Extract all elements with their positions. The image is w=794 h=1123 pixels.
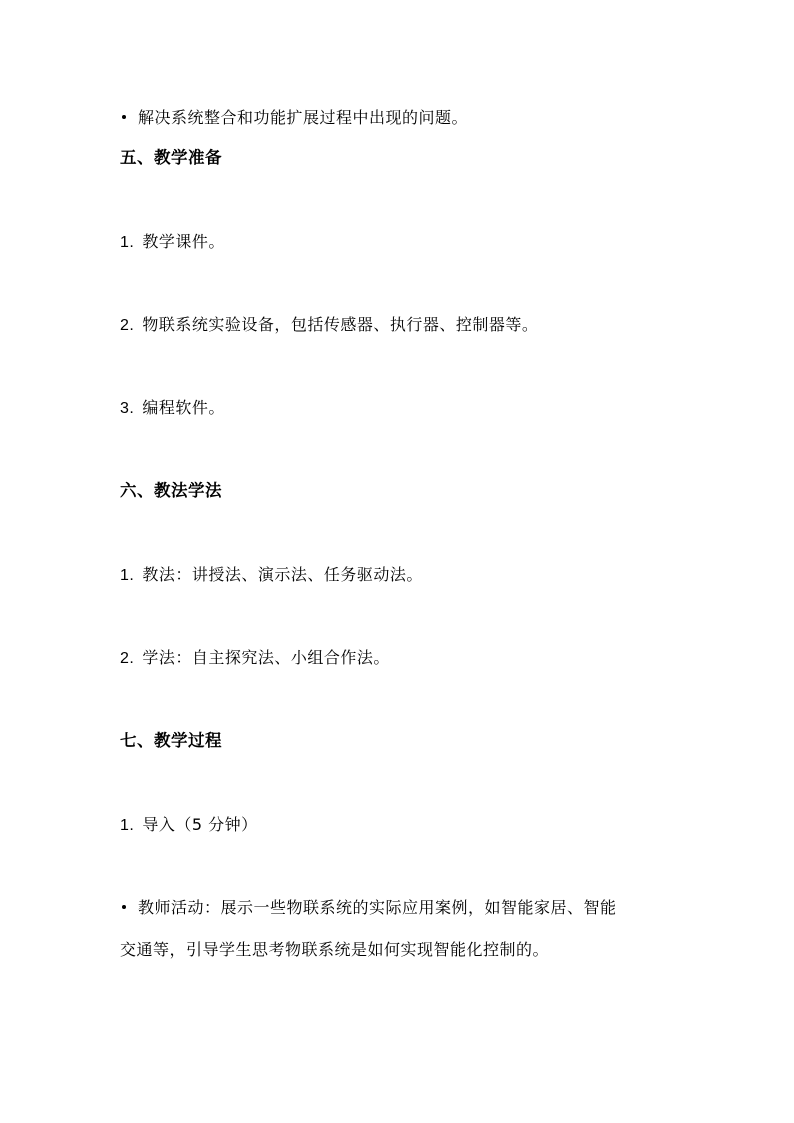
list-number: 2.	[120, 650, 135, 667]
list-number: 1.	[120, 567, 135, 584]
list-item	[120, 315, 538, 336]
list-text: 编程软件。	[142, 398, 225, 417]
list-number: 3.	[120, 400, 135, 417]
list-item	[120, 565, 423, 586]
list-item	[120, 815, 258, 836]
bullet-text: 教师活动：展示一些物联系统的实际应用案例，如智能家居、智能	[138, 898, 617, 917]
bullet-dot-icon	[122, 115, 126, 119]
list-text: 学法：自主探究法、小组合作法。	[142, 648, 390, 667]
list-number: 1.	[120, 234, 135, 251]
list-item	[120, 398, 225, 419]
list-text: 教法：讲授法、演示法、任务驱动法。	[142, 565, 423, 584]
list-number: 2.	[120, 317, 135, 334]
section-heading-7: 七、教学过程	[120, 731, 222, 750]
section-heading-6: 六、教法学法	[120, 481, 222, 500]
list-text: 导入（5 分钟）	[142, 815, 258, 834]
list-text: 教学课件。	[142, 232, 225, 251]
bullet-continuation: 交通等，引导学生思考物联系统是如何实现智能化控制的。	[120, 940, 550, 959]
bullet-dot-icon	[122, 905, 126, 909]
bullet-item	[120, 108, 468, 128]
list-text: 物联系统实验设备，包括传感器、执行器、控制器等。	[142, 315, 539, 334]
section-heading-5: 五、教学准备	[120, 148, 222, 167]
list-item	[120, 232, 225, 253]
list-item	[120, 648, 390, 669]
bullet-item	[120, 898, 617, 918]
list-number: 1.	[120, 817, 135, 834]
bullet-text: 解决系统整合和功能扩展过程中出现的问题。	[138, 108, 469, 127]
